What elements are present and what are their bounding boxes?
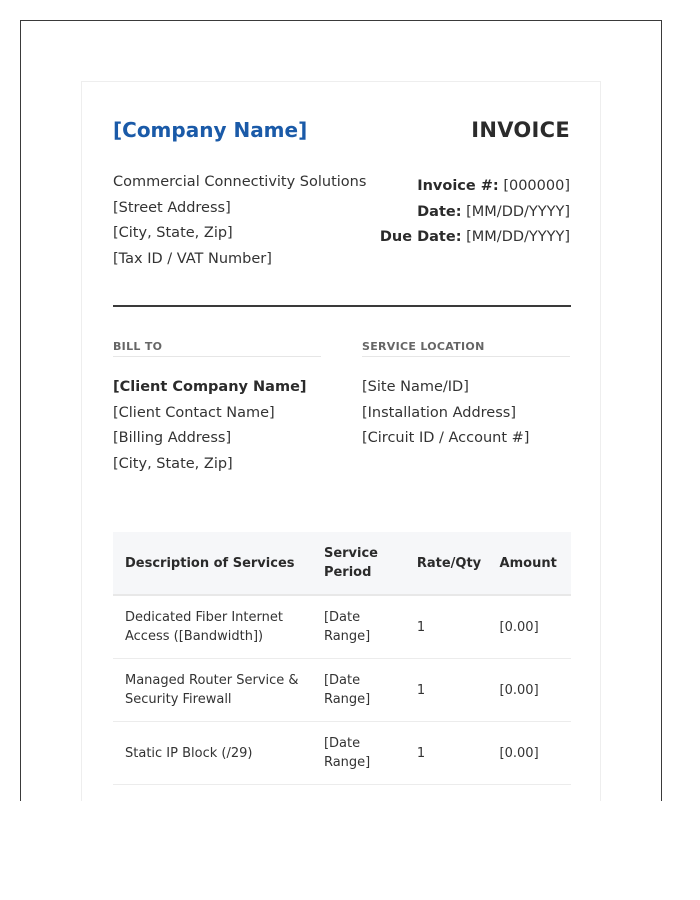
table-row: [113, 722, 571, 785]
invoice-date-row: [380, 200, 570, 226]
row-description: Static IP Block (/29): [113, 722, 312, 785]
company-city-state-zip: [City, State, Zip]: [113, 225, 233, 241]
column-header-service-period: Service Period: [312, 532, 405, 595]
document-viewer: [20, 20, 662, 801]
row-service-period: [Date Range]: [312, 722, 405, 785]
table-row: [113, 659, 571, 722]
invoice-meta: [380, 174, 570, 251]
row-description: Dedicated Fiber Internet Access ([Bandwidth]): [113, 595, 312, 659]
service-location-heading: SERVICE LOCATION: [362, 340, 570, 357]
table-header-row: [113, 532, 571, 595]
invoice-due-date-row: [380, 225, 570, 251]
company-name: [Company Name]: [113, 118, 308, 142]
bill-to-heading: BILL TO: [113, 340, 321, 357]
row-amount: [0.00]: [488, 722, 571, 785]
header-divider: [113, 305, 571, 307]
installation-address: [Installation Address]: [362, 404, 516, 421]
row-rate-qty: 1: [405, 722, 488, 785]
column-header-description: Description of Services: [113, 532, 312, 595]
bill-to-details: [113, 375, 307, 477]
client-contact-name: [Client Contact Name]: [113, 404, 275, 421]
client-billing-address: [Billing Address]: [113, 430, 232, 446]
row-rate-qty: 1: [405, 595, 488, 659]
table-row: [113, 595, 571, 659]
invoice-page: [81, 81, 601, 801]
site-name: [Site Name/ID]: [362, 379, 469, 395]
invoice-date-label: Date:: [417, 203, 462, 220]
client-company-name: [Client Company Name]: [113, 379, 307, 395]
company-street-address: [Street Address]: [113, 199, 231, 216]
row-service-period: [Date Range]: [312, 595, 405, 659]
row-amount: [0.00]: [488, 659, 571, 722]
invoice-due-date-label: Due Date:: [379, 229, 462, 245]
invoice-title: INVOICE: [471, 118, 570, 142]
client-city-state-zip: [City, State, Zip]: [113, 455, 233, 472]
invoice-number-label: Invoice #:: [417, 178, 499, 194]
circuit-id: [Circuit ID / Account #]: [362, 430, 530, 446]
row-description: Managed Router Service & Security Firewall: [113, 659, 312, 722]
column-header-rate-qty: Rate/Qty: [405, 532, 488, 595]
invoice-due-date-value: [MM/DD/YYYY]: [466, 229, 570, 245]
company-tax-id: [Tax ID / VAT Number]: [113, 250, 272, 267]
company-tagline: Commercial Connectivity Solutions: [113, 174, 367, 190]
invoice-number-value: [000000]: [503, 178, 570, 194]
row-service-period: [Date Range]: [312, 659, 405, 722]
company-details: [113, 170, 366, 272]
service-location-details: [362, 375, 529, 452]
invoice-date-value: [MM/DD/YYYY]: [466, 203, 570, 220]
row-amount: [0.00]: [488, 595, 571, 659]
row-rate-qty: 1: [405, 659, 488, 722]
column-header-amount: Amount: [488, 532, 571, 595]
services-table: [113, 532, 571, 785]
invoice-number-row: [380, 174, 570, 200]
